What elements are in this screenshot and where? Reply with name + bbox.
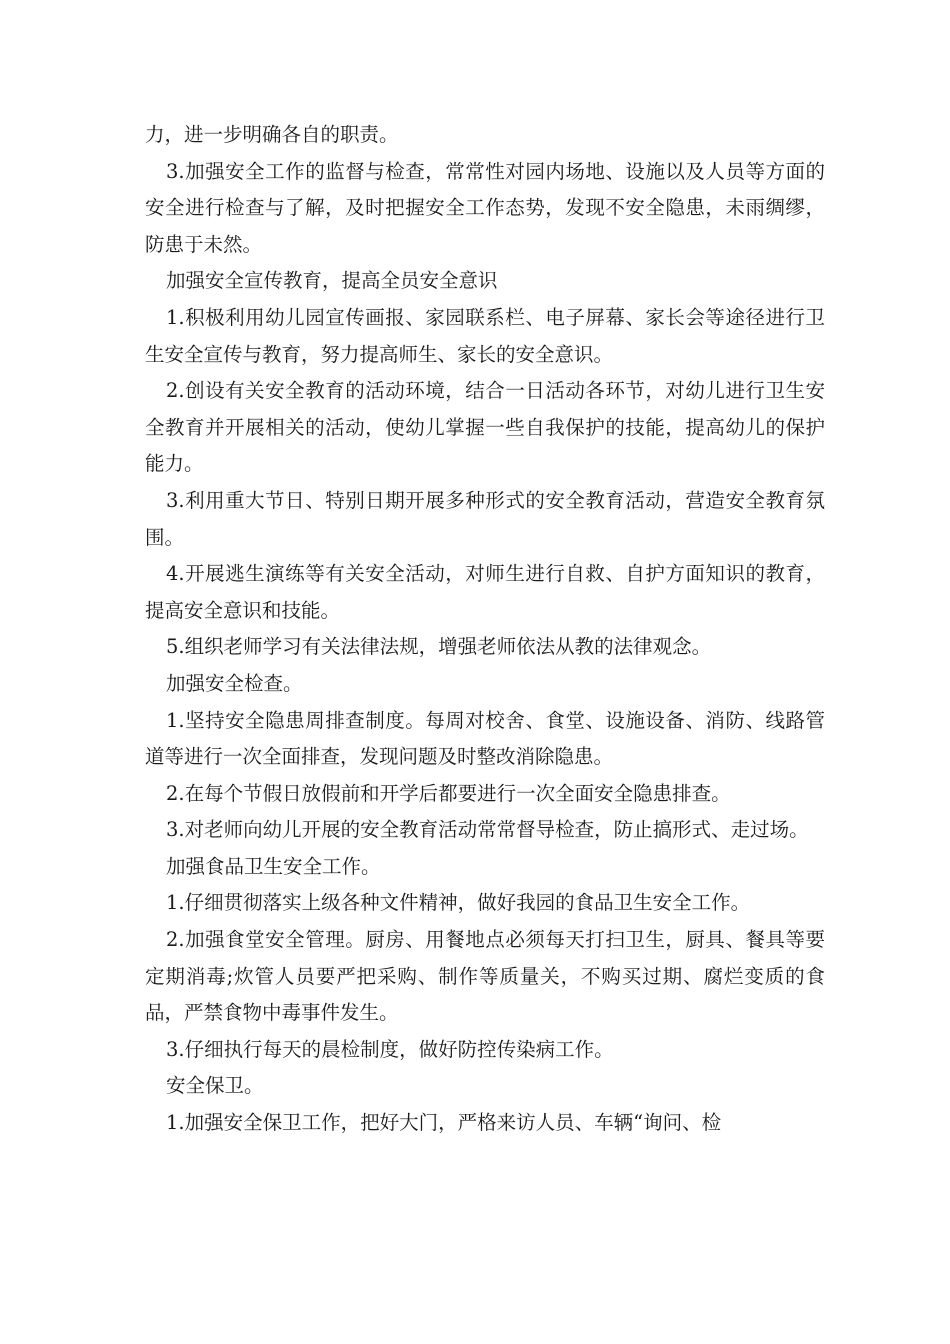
paragraph: 1.积极利用幼儿园宣传画报、家园联系栏、电子屏幕、家长会等途径进行卫生安全宣传与教育，努力提高师生、家长的安全意识。	[145, 305, 825, 366]
section-heading: 加强安全宣传教育，提高全员安全意识	[166, 269, 498, 293]
paragraph: 2.加强食堂安全管理。厨房、用餐地点必须每天打扫卫生，厨具、餐具等要定期消毒;炊管人员要严把采购、制作等质量关，不购买过期、腐烂变质的食品，严禁食物中毒事件发生。	[145, 928, 825, 1025]
paragraph: 4.开展逃生演练等有关安全活动，对师生进行自救、自护方面知识的教育，提高安全意识和技能。	[145, 562, 825, 622]
paragraph: 力，进一步明确各自的职责。	[145, 123, 399, 146]
paragraph: 2.创设有关安全教育的活动环境，结合一日活动各环节，对幼儿进行卫生安全教育并开展相关的活动，使幼儿掌握一些自我保护的技能，提高幼儿的保护能力。	[145, 379, 825, 476]
paragraph: 5.组织老师学习有关法律法规，增强老师依法从教的法律观念。	[166, 635, 712, 659]
paragraph: 1.仔细贯彻落实上级各种文件精神，做好我园的食品卫生安全工作。	[166, 891, 751, 915]
section-heading: 加强食品卫生安全工作。	[166, 854, 381, 878]
section-heading: 加强安全检查。	[166, 671, 303, 695]
section-heading: 安全保卫。	[166, 1074, 264, 1098]
paragraph: 1.坚持安全隐患周排查制度。每周对校舍、食堂、设施设备、消防、线路管道等进行一次全面排查，发现问题及时整改消除隐患。	[145, 708, 825, 769]
document-body	[145, 117, 825, 1142]
paragraph: 3.对老师向幼儿开展的安全教育活动常常督导检查，防止搞形式、走过场。	[166, 818, 809, 842]
paragraph: 3.仔细执行每天的晨检制度，做好防控传染病工作。	[166, 1037, 614, 1061]
paragraph: 1.加强安全保卫工作，把好大门，严格来访人员、车辆“询问、检	[166, 1111, 722, 1135]
paragraph: 3.加强安全工作的监督与检查，常常性对园内场地、设施以及人员等方面的安全进行检查与了解，及时把握安全工作态势，发现不安全隐患，未雨绸缪，防患于未然。	[145, 159, 825, 256]
paragraph: 2.在每个节假日放假前和开学后都要进行一次全面安全隐患排查。	[166, 781, 731, 805]
paragraph: 3.利用重大节日、特别日期开展多种形式的安全教育活动，营造安全教育氛围。	[145, 488, 825, 549]
